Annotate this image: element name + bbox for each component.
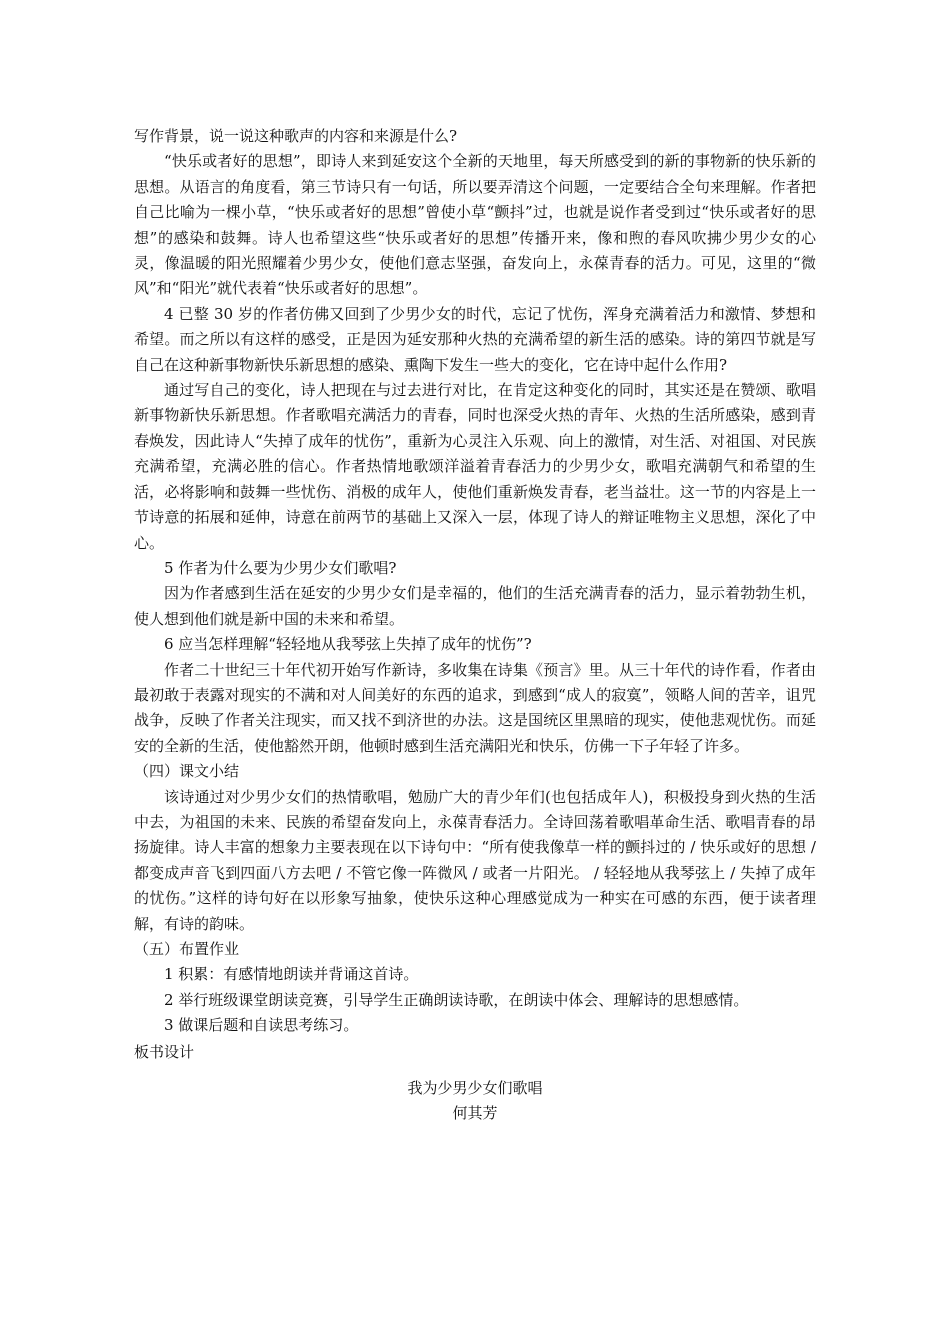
paragraph-answer-3: “快乐或者好的思想”，即诗人来到延安这个全新的天地里，每天所感受到的新的事物新的快乐新的思想。从语言的角度看，第三节诗只有一句话，所以要弄清这个问题，一定要结合全句来理解。作者把自己比喻为一棵小草，“快乐或者好的思想”曾使小草“颤抖”过，也就是说作者受到过“快乐或者好的思想”的感染和鼓舞。诗人也希望这些“快乐或者好的思想”传播开来，像和煦的春风吹拂少男少女的心灵，像温暖的阳光照耀着少男少女，使他们意志坚强，奋发向上，永葆青春的活力。可见，这里的“微风”和“阳光”就代表着“快乐或者好的思想”。 bbox=[134, 152, 816, 298]
paragraph-question-4: 4 已整 30 岁的作者仿佛又回到了少男少女的时代，忘记了忧伤，浑身充满着活力和激情、梦想和希望。而之所以有这样的感受，正是因为延安那种火热的充满希望的新生活的感染。诗的第四节就是写自己在这种新事物新快乐新思想的感染、熏陶下发生一些大的变化，它在诗中起什么作用? bbox=[134, 304, 816, 374]
paragraph-answer-4: 通过写自己的变化，诗人把现在与过去进行对比，在肯定这种变化的同时，其实还是在赞颂、歌唱新事物新快乐新思想。作者歌唱充满活力的青春，同时也深受火热的青年、火热的生活所感染，感到青春焕发，因此诗人“失掉了成年的忧伤”，重新为心灵注入乐观、向上的激情，对生活、对祖国、对民族充满希望，充满必胜的信心。作者热情地歌颂洋溢着青春活力的少男少女，歌唱充满朝气和希望的生活，必将影响和鼓舞一些忧伤、消极的成年人，使他们重新焕发青春，老当益壮。这一节的内容是上一节诗意的拓展和延伸，诗意在前两节的基础上又深入一层，体现了诗人的辩证唯物主义思想，深化了中心。 bbox=[134, 381, 816, 552]
paragraph-question-5: 5 作者为什么要为少男少女们歌唱? bbox=[164, 558, 397, 577]
paragraph-continuation: 写作背景，说一说这种歌声的内容和来源是什么? bbox=[134, 127, 458, 145]
paragraph-answer-5: 因为作者感到生活在延安的少男少女们是幸福的，他们的生活充满青春的活力，显示着勃勃生机，使人想到他们就是新中国的未来和希望。 bbox=[134, 584, 816, 628]
board-title: 我为少男少女们歌唱 bbox=[407, 1079, 543, 1098]
paragraph-answer-6: 作者二十世纪三十年代初开始写作新诗，多收集在诗集《预言》里。从三十年代的诗作看，作者由最初敢于表露对现实的不满和对人间美好的东西的追求，到感到“成人的寂寞”，领略人间的苦辛，诅咒战争，反映了作者关注现实，而又找不到济世的办法。这是国统区里黑暗的现实，使他悲观忧伤。而延安的全新的生活，使他豁然开朗，他顿时感到生活充满阳光和快乐，仿佛一下子年轻了许多。 bbox=[134, 660, 816, 755]
board-design-label: 板书设计 bbox=[134, 1042, 195, 1061]
homework-item-3: 3 做课后题和自读思考练习。 bbox=[164, 1016, 359, 1035]
paragraph-summary: 该诗通过对少男少女们的热情歌唱，勉励广大的青少年们(也包括成年人)，积极投身到火热的生活中去，为祖国的未来、民族的希望奋发向上，永葆青春活力。全诗回荡着歌唱革命生活、歌唱青春的昂扬旋律。诗人丰富的想象力主要表现在以下诗句中：“所有使我像草一样的颤抖过的 / 快乐或好的思想 / 都变成声音飞到四面八方去吧 / 不管它像一阵微风 / 或者一片阳光。 / 轻轻地从我琴弦上 / 失掉了成年的忧伤。”这样的诗句好在以形象写抽象，使快乐这种心理感觉成为一种实在可感的东西，便于读者理解，有诗的韵味。 bbox=[134, 787, 816, 933]
homework-item-2: 2 举行班级课堂朗读竞赛，引导学生正确朗读诗歌，在朗读中体会、理解诗的思想感情。 bbox=[164, 990, 749, 1009]
paragraph-question-6: 6 应当怎样理解“轻轻地从我琴弦上失掉了成年的忧伤”? bbox=[164, 635, 532, 654]
section-heading-homework: （五）布置作业 bbox=[134, 940, 240, 958]
homework-item-1: 1 积累：有感情地朗读并背诵这首诗。 bbox=[164, 965, 419, 984]
section-heading-summary: （四）课文小结 bbox=[134, 762, 240, 781]
board-author: 何其芳 bbox=[452, 1104, 498, 1123]
